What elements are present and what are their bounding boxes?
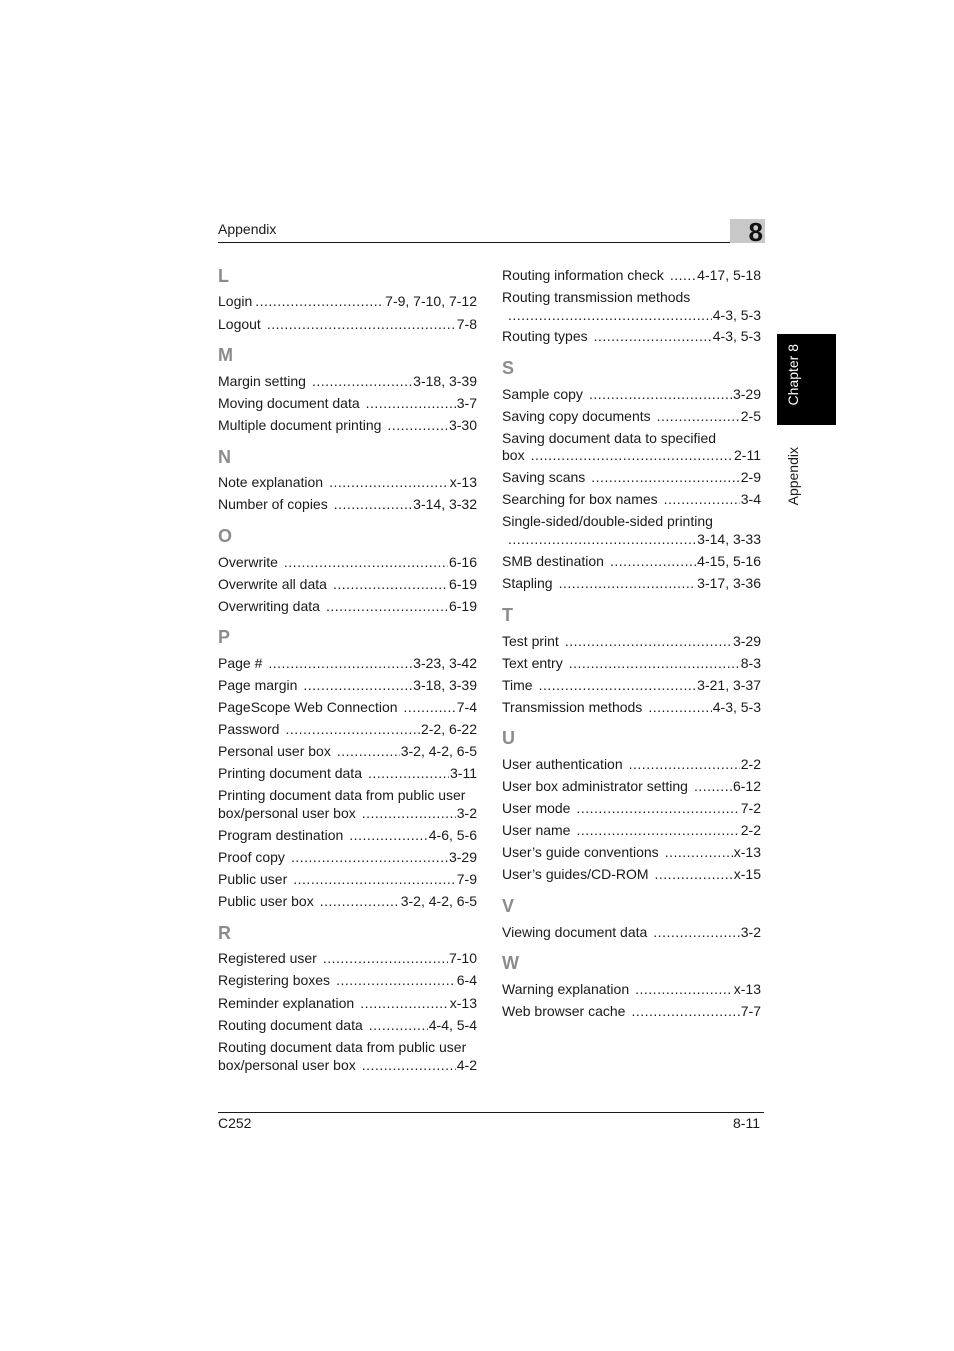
section-side-label: Appendix bbox=[785, 447, 801, 506]
index-term: Warning explanation bbox=[502, 981, 630, 997]
index-entry bbox=[218, 373, 477, 390]
index-letter: V bbox=[502, 896, 515, 916]
index-pages: 7-8 bbox=[456, 316, 477, 332]
index-term: Routing information check bbox=[502, 267, 664, 283]
index-term: Number of copies bbox=[218, 496, 328, 512]
index-pages: 3-29 bbox=[732, 386, 761, 402]
index-pages: 4-15, 5-16 bbox=[697, 553, 761, 569]
index-entry bbox=[502, 430, 761, 464]
chapter-number: 8 bbox=[748, 217, 763, 247]
index-term: Overwrite bbox=[218, 554, 278, 570]
index-term: Overwrite all data bbox=[218, 576, 327, 592]
index-pages: x-13 bbox=[449, 995, 477, 1011]
index-entry bbox=[218, 677, 477, 694]
index-pages: 3-21, 3-37 bbox=[697, 677, 761, 693]
index-entry bbox=[218, 1039, 477, 1074]
index-pages: 2-2 bbox=[740, 756, 761, 772]
index-pages: 4-4, 5-4 bbox=[428, 1017, 477, 1033]
index-term: Multiple document printing bbox=[218, 417, 382, 433]
index-term: Proof copy bbox=[218, 849, 285, 865]
index-term: Margin setting bbox=[218, 373, 306, 389]
index-term: Printing document data bbox=[218, 765, 362, 781]
index-letter: O bbox=[218, 526, 233, 546]
index-pages: 4-3, 5-3 bbox=[712, 699, 761, 715]
index-entry bbox=[502, 778, 761, 795]
header-title: Appendix bbox=[218, 221, 277, 237]
index-pages: x-13 bbox=[733, 844, 761, 860]
index-letter: T bbox=[502, 605, 513, 625]
index-pages: 7-4 bbox=[456, 699, 477, 715]
index-pages: 6-16 bbox=[448, 554, 477, 570]
index-term: Transmission methods bbox=[502, 699, 643, 715]
index-term: Logout bbox=[218, 316, 261, 332]
index-letter: N bbox=[218, 447, 231, 467]
index-pages: 7-7 bbox=[740, 1003, 761, 1019]
index-pages: 2-11 bbox=[734, 447, 761, 463]
index-letter: M bbox=[218, 345, 233, 365]
chapter-side-label: Chapter 8 bbox=[785, 344, 801, 406]
index-term: Printing document data from public user bbox=[218, 787, 466, 803]
index-term: Text entry bbox=[502, 655, 563, 671]
index-entry bbox=[502, 822, 761, 839]
index-entry bbox=[502, 866, 761, 883]
index-entry bbox=[218, 576, 477, 593]
index-entry bbox=[218, 655, 477, 672]
index-entry bbox=[218, 699, 477, 716]
index-term: Saving scans bbox=[502, 469, 586, 485]
index-term: Routing types bbox=[502, 328, 588, 344]
index-term: Page margin bbox=[218, 677, 298, 693]
index-pages: 3-7 bbox=[456, 395, 477, 411]
index-pages: 2-5 bbox=[740, 408, 761, 424]
index-entry bbox=[218, 598, 477, 615]
index-entry bbox=[218, 474, 477, 491]
index-term: box/personal user box bbox=[218, 805, 356, 821]
index-term: Routing transmission methods bbox=[502, 289, 691, 305]
index-pages: 3-2 bbox=[456, 805, 477, 821]
index-term: Page # bbox=[218, 655, 263, 671]
index-entry bbox=[502, 800, 761, 817]
index-entry bbox=[218, 554, 477, 571]
index-term: Program destination bbox=[218, 827, 344, 843]
index-entry bbox=[218, 293, 477, 310]
index-entry bbox=[218, 395, 477, 412]
index-pages: 3-17, 3-36 bbox=[697, 575, 761, 591]
index-term: Web browser cache bbox=[502, 1003, 626, 1019]
header-rule bbox=[218, 242, 764, 243]
index-pages: 4-17, 5-18 bbox=[697, 267, 761, 283]
index-term: Saving document data to specified bbox=[502, 430, 717, 446]
index-pages: 4-3, 5-3 bbox=[712, 307, 761, 323]
index-entry bbox=[502, 386, 761, 403]
index-pages: x-15 bbox=[733, 866, 761, 882]
index-term: Routing document data bbox=[218, 1017, 363, 1033]
chapter-side-tab bbox=[777, 334, 836, 425]
index-pages: 8-3 bbox=[740, 655, 761, 671]
index-letter: P bbox=[218, 627, 231, 647]
index-term: Password bbox=[218, 721, 280, 737]
index-entry bbox=[218, 972, 477, 989]
index-pages: 7-9, 7-10, 7-12 bbox=[385, 293, 477, 309]
index-entry bbox=[502, 289, 761, 324]
index-pages: 7-9 bbox=[456, 871, 477, 887]
index-entry bbox=[502, 655, 761, 672]
index-entry bbox=[502, 677, 761, 694]
index-term: Login bbox=[218, 293, 253, 309]
index-term: Single-sided/double-sided printing bbox=[502, 513, 713, 529]
index-pages: 6-19 bbox=[448, 576, 477, 592]
index-letter: R bbox=[218, 923, 231, 943]
index-term: Public user bbox=[218, 871, 288, 887]
index-entry bbox=[218, 950, 477, 967]
index-pages: 3-14, 3-33 bbox=[697, 531, 761, 547]
index-term: Public user box bbox=[218, 893, 314, 909]
index-entry bbox=[502, 469, 761, 486]
index-entry bbox=[502, 1003, 761, 1020]
index-pages: 3-14, 3-32 bbox=[413, 496, 477, 512]
index-entry bbox=[218, 827, 477, 844]
index-pages: 6-12 bbox=[732, 778, 761, 794]
index-term: User’s guide conventions bbox=[502, 844, 659, 860]
index-term: Registering boxes bbox=[218, 972, 331, 988]
index-entry bbox=[218, 995, 477, 1012]
index-pages: 4-2 bbox=[456, 1057, 477, 1073]
index-term: Searching for box names bbox=[502, 491, 658, 507]
index-pages: x-13 bbox=[449, 474, 477, 490]
index-pages: 3-29 bbox=[732, 633, 761, 649]
index-entry bbox=[502, 699, 761, 716]
index-term: User’s guides/CD-ROM bbox=[502, 866, 649, 882]
index-term: Stapling bbox=[502, 575, 553, 591]
index-pages: 7-10 bbox=[448, 950, 477, 966]
index-term: User authentication bbox=[502, 756, 623, 772]
index-entry bbox=[218, 787, 477, 822]
index-term: Routing document data from public user bbox=[218, 1039, 467, 1055]
index-pages: 3-29 bbox=[448, 849, 477, 865]
index-entry bbox=[218, 849, 477, 866]
index-entry bbox=[502, 513, 761, 548]
footer-model: C252 bbox=[218, 1115, 252, 1131]
index-letter: W bbox=[502, 953, 519, 973]
index-entry bbox=[502, 328, 761, 345]
index-entry bbox=[502, 981, 761, 998]
index-pages: 2-2, 6-22 bbox=[420, 721, 477, 737]
index-letter: S bbox=[502, 358, 515, 378]
index-entry bbox=[218, 871, 477, 888]
index-entry bbox=[502, 267, 761, 284]
index-entry bbox=[502, 553, 761, 570]
index-pages: 3-18, 3-39 bbox=[413, 677, 477, 693]
index-pages: 3-2 bbox=[740, 924, 761, 940]
index-term: Reminder explanation bbox=[218, 995, 355, 1011]
index-term: Personal user box bbox=[218, 743, 331, 759]
index-letter: U bbox=[502, 728, 515, 748]
index-letter: L bbox=[218, 266, 229, 286]
index-entry bbox=[218, 496, 477, 513]
index-term: Saving copy documents bbox=[502, 408, 651, 424]
index-term: PageScope Web Connection bbox=[218, 699, 398, 715]
index-entry bbox=[218, 721, 477, 738]
index-entry bbox=[502, 924, 761, 941]
index-pages: 3-23, 3-42 bbox=[413, 655, 477, 671]
index-pages: 4-6, 5-6 bbox=[428, 827, 477, 843]
index-term: Registered user bbox=[218, 950, 317, 966]
index-term: SMB destination bbox=[502, 553, 604, 569]
index-entry bbox=[218, 743, 477, 760]
index-entry bbox=[502, 844, 761, 861]
index-pages: 3-2, 4-2, 6-5 bbox=[400, 743, 477, 759]
index-term: Sample copy bbox=[502, 386, 583, 402]
index-entry bbox=[218, 893, 477, 910]
index-term: Moving document data bbox=[218, 395, 360, 411]
index-entry bbox=[502, 491, 761, 508]
index-term: box/personal user box bbox=[218, 1057, 356, 1073]
index-term: Note explanation bbox=[218, 474, 324, 490]
index-entry bbox=[502, 633, 761, 650]
index-entry bbox=[218, 316, 477, 333]
index-entry bbox=[502, 756, 761, 773]
index-pages: 3-2, 4-2, 6-5 bbox=[400, 893, 477, 909]
index-term: Time bbox=[502, 677, 533, 693]
index-pages: 3-4 bbox=[740, 491, 761, 507]
footer-rule bbox=[218, 1112, 764, 1113]
index-term: User name bbox=[502, 822, 571, 838]
index-term: box bbox=[502, 447, 525, 463]
index-term: User mode bbox=[502, 800, 571, 816]
index-pages: 7-2 bbox=[740, 800, 761, 816]
index-pages: 3-18, 3-39 bbox=[413, 373, 477, 389]
index-entry bbox=[218, 1017, 477, 1034]
index-entry bbox=[502, 408, 761, 425]
index-pages: x-13 bbox=[733, 981, 761, 997]
chapter-number-box bbox=[730, 217, 765, 247]
index-pages: 2-9 bbox=[740, 469, 761, 485]
index-entry bbox=[502, 575, 761, 592]
footer-page-number: 8-11 bbox=[733, 1115, 760, 1131]
index-term: Viewing document data bbox=[502, 924, 648, 940]
index-term: Test print bbox=[502, 633, 559, 649]
index-pages: 3-11 bbox=[450, 765, 477, 781]
index-term: Overwriting data bbox=[218, 598, 320, 614]
index-pages: 2-2 bbox=[740, 822, 761, 838]
index-entry bbox=[218, 765, 477, 782]
index-pages: 3-30 bbox=[448, 417, 477, 433]
index-pages: 4-3, 5-3 bbox=[712, 328, 761, 344]
index-pages: 6-19 bbox=[448, 598, 477, 614]
index-entry bbox=[218, 417, 477, 434]
index-pages: 6-4 bbox=[456, 972, 477, 988]
index-term: User box administrator setting bbox=[502, 778, 688, 794]
